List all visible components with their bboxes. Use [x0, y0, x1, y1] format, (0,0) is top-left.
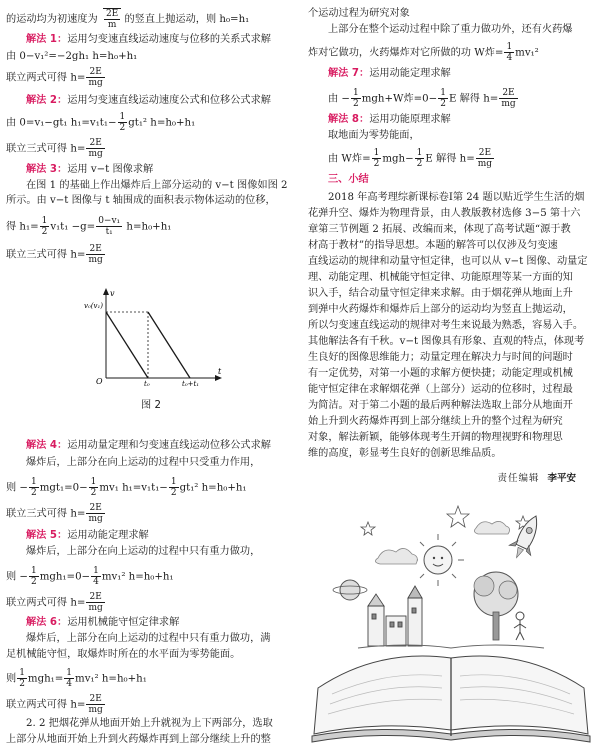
method-7-heading — [308, 68, 614, 80]
first-motion-line — [106, 312, 148, 378]
method-label: 解法 5： — [26, 530, 68, 541]
open-book — [312, 656, 590, 742]
equation-result — [6, 694, 296, 715]
fraction — [64, 668, 74, 689]
method-title: 运用 v−t 图像求解 — [67, 164, 154, 175]
tree-doodle — [474, 572, 518, 640]
text: 由 0=v₁−gt₁ h₁=v₁t₁− — [6, 117, 117, 129]
fraction — [438, 88, 448, 109]
method-title: 运用功能原理求解 — [369, 114, 451, 125]
fraction — [86, 592, 104, 613]
paragraph-line: 所示。由 v−t 图像与 t 轴围成的面积表示物体运动的位移， — [6, 195, 276, 206]
numerator: 0−v₁ — [98, 216, 121, 226]
method-3-heading — [6, 164, 316, 176]
denominator: mg — [88, 255, 103, 265]
method-title: 运用匀变速直线运动速度公式和位移公式求解 — [67, 95, 271, 106]
text: v₁t₁ −g= — [50, 221, 96, 233]
text: 由 W炸= — [328, 153, 371, 165]
equation — [6, 216, 296, 237]
label-v0: v₀(v₁) — [84, 302, 103, 310]
fraction — [40, 216, 50, 237]
fraction — [415, 148, 425, 169]
denominator: 2 — [119, 123, 126, 133]
text: 的运动均为初速度为 — [6, 14, 98, 25]
fraction — [29, 477, 39, 498]
text: 联立两式可得 h= — [6, 699, 86, 711]
fraction — [351, 88, 361, 109]
numerator: 1 — [30, 477, 37, 487]
denominator: 2 — [30, 488, 37, 498]
paragraph-line: 爆炸后，上部分在向上运动的过程中只受重力作用， — [26, 457, 261, 468]
equation — [308, 88, 614, 109]
numerator: 2E — [86, 67, 104, 78]
equation-result — [6, 503, 296, 524]
paragraph-line: 上部分从地面开始上升到火药爆炸再到上部分继续上升的整 — [6, 734, 271, 745]
equation — [6, 668, 296, 689]
text: 联立两式可得 h= — [6, 72, 86, 84]
numerator: 1 — [93, 566, 99, 576]
fraction — [91, 566, 101, 587]
text: 得 h₁= — [6, 221, 39, 233]
denominator: mg — [88, 603, 103, 613]
method-1-heading — [6, 34, 316, 46]
paragraph-line: 章第三节例题 2 拓展、改编而来，体现了高考试题“源于教 — [308, 224, 571, 235]
paragraph-line: 所以匀变速直线运动的规律对考生来说最为熟悉，容易入手。 — [308, 320, 584, 331]
method-label: 解法 1： — [26, 34, 68, 45]
equation — [308, 148, 614, 169]
fraction — [118, 112, 128, 133]
paragraph-line: 直线运动的规律和动量守恒定律，也可以从 v−t 图像、动量定 — [308, 256, 588, 267]
numerator: 1 — [30, 566, 37, 576]
method-5-heading — [6, 530, 316, 542]
v-axis-arrow — [103, 288, 109, 295]
paragraph-line: 维的高度，彰显考生良好的创新思维品质。 — [308, 448, 502, 459]
method-4-heading — [6, 440, 316, 452]
sqrt-num: 2E — [105, 9, 119, 19]
section-heading: 三、小结 — [328, 174, 369, 185]
numerator: 2E — [499, 88, 517, 99]
denominator: 2 — [416, 159, 423, 169]
numerator: 1 — [440, 88, 446, 98]
method-label: 解法 8： — [328, 114, 370, 125]
paragraph-line: 对象，解法新颖，能够体现考生开阔的物理视野和物理思 — [308, 432, 563, 443]
numerator: 2E — [86, 503, 104, 514]
paragraph-line: 到弹中火药爆炸和爆炸后上部分的运动均为竖直上抛运动， — [308, 304, 573, 315]
fraction — [29, 566, 39, 587]
text: mgh₁=0− — [39, 571, 91, 583]
equation: 由 0−v₁²=−2gh₁ h=h₀+h₁ — [6, 51, 138, 62]
denominator: 4 — [506, 53, 513, 63]
paragraph-line: 其他解法各有千秋。v−t 图像具有形象、直观的特点，体现考 — [308, 336, 585, 347]
denominator: 2 — [352, 99, 359, 109]
line-intro — [6, 8, 296, 30]
fraction — [476, 148, 494, 169]
paragraph-line: 花弹升空、爆炸为物理背景，由人教版教材选修 3−5 第十六 — [308, 208, 581, 219]
label-v: v — [110, 289, 115, 298]
numerator: 1 — [352, 88, 359, 98]
paragraph-line: 爆炸后，上部分在向上运动的过程中只有重力做功，满 — [26, 633, 271, 644]
numerator: 1 — [90, 477, 97, 487]
fraction — [86, 138, 104, 159]
editor-name: 李平安 — [547, 473, 576, 484]
numerator: 1 — [170, 477, 177, 487]
sun-face-eye — [433, 557, 435, 559]
denominator: 2 — [170, 488, 177, 498]
fraction — [86, 67, 104, 88]
method-label: 解法 4： — [26, 440, 68, 451]
paragraph-line: 生良好的图像思维能力；动量定理在解决力与时间的问题时 — [308, 352, 573, 363]
text: 则 — [6, 673, 17, 685]
text: mv₁² — [515, 47, 539, 59]
method-label: 解法 2： — [26, 95, 68, 106]
fraction — [372, 148, 382, 169]
fraction — [89, 477, 99, 498]
numerator: 1 — [19, 668, 25, 678]
text: 的竖直上抛运动，则 h₀=h₁ — [124, 14, 250, 25]
decorative-book-illustration — [308, 498, 594, 746]
numerator: 1 — [66, 668, 73, 678]
star-icon — [447, 506, 469, 527]
cloud-icon — [474, 521, 509, 534]
method-title: 运用机械能守恒定律求解 — [67, 617, 180, 628]
paragraph-line: 2018 年高考理综新课标卷Ⅰ第 24 题以贴近学生生活的烟 — [328, 192, 585, 203]
planet-icon — [340, 580, 360, 600]
denominator: mg — [88, 149, 103, 159]
numerator: 2E — [86, 694, 104, 705]
book-right-page — [451, 656, 588, 734]
denominator: mg — [88, 705, 103, 715]
kid-figure-doodle — [514, 612, 526, 640]
text: mgh₁= — [27, 673, 64, 685]
numerator: 1 — [373, 148, 380, 158]
second-motion-line — [148, 312, 190, 378]
equation — [308, 42, 594, 63]
method-title: 运用动量定理和匀变速直线运动位移公式求解 — [67, 440, 271, 451]
numerator: 1 — [506, 42, 513, 52]
fraction — [86, 244, 104, 265]
editor-label: 责任编辑 — [497, 473, 540, 484]
equation — [6, 477, 296, 498]
paragraph-line: 材高于教材”的指导思想。本题的解答可以仅涉及匀变速 — [308, 240, 558, 251]
text: mv₁² h=h₀+h₁ — [101, 571, 174, 583]
text: 联立三式可得 h= — [6, 249, 86, 261]
numerator: 1 — [119, 112, 126, 122]
method-8-heading — [308, 114, 614, 126]
sun-icon — [424, 546, 452, 574]
numerator: 1 — [416, 148, 423, 158]
denominator: 2 — [440, 99, 446, 109]
method-2-heading — [6, 95, 316, 107]
equation — [6, 566, 296, 587]
label-t: t — [218, 367, 222, 376]
equation — [6, 112, 296, 133]
text: mv₁² h=h₀+h₁ — [75, 673, 147, 685]
fraction — [96, 216, 122, 237]
label-t0t1: t₀+t₁ — [182, 380, 200, 388]
text: 则 − — [6, 571, 28, 583]
denominator: 4 — [93, 577, 99, 587]
label-o: O — [96, 377, 103, 386]
text: 则 − — [6, 482, 28, 494]
text: 炸对它做功，火药爆炸对它所做的功 W炸= — [308, 47, 504, 59]
method-label: 解法 3： — [26, 164, 68, 175]
numerator: 2E — [86, 592, 104, 603]
text: mgh− — [382, 153, 414, 165]
cloud-icon — [375, 548, 417, 564]
fraction — [499, 88, 517, 109]
text: 联立三式可得 h= — [6, 508, 86, 520]
fraction — [17, 668, 27, 689]
sqrt-expression — [103, 8, 121, 30]
denominator: 2 — [30, 577, 37, 587]
numerator: 2E — [476, 148, 494, 159]
ground-line — [358, 645, 544, 648]
numerator: 1 — [41, 216, 48, 226]
book-left-page — [314, 656, 451, 734]
numerator: 2E — [86, 244, 104, 255]
text: mgh+W炸=0− — [361, 93, 438, 105]
label-t0: t₀ — [144, 380, 150, 388]
paragraph-line: 在图 1 的基础上作出爆炸后上部分运动的 v−t 图像如图 2 — [26, 180, 288, 191]
equation-result — [6, 244, 296, 265]
paragraph-line: 识入手，结合动量守恒定律来求解。由于烟花弹从地面上升 — [308, 288, 573, 299]
sqrt-den: m — [107, 20, 117, 30]
paragraph-line: 2. 2 把烟花弹从地面开始上升就视为上下两部分，选取 — [26, 718, 273, 729]
method-title: 运用动能定理求解 — [369, 68, 451, 79]
text: 联立三式可得 h= — [6, 143, 86, 155]
denominator: 2 — [41, 227, 48, 237]
sun-face-eye — [441, 557, 443, 559]
paragraph-line: 有一定优势，对第一小题的求解方便快捷；动能定理或机械 — [308, 368, 573, 379]
equation-result — [6, 67, 296, 88]
text: gt₁² h=h₀+h₁ — [128, 117, 196, 129]
method-label: 解法 6： — [26, 617, 68, 628]
text: E 解得 h= — [425, 153, 475, 165]
fraction — [86, 694, 104, 715]
paragraph-line: 爆炸后，上部分在向上运动的过程中只有重力做功， — [26, 546, 261, 557]
denominator: mg — [88, 78, 103, 88]
text: E 解得 h= — [448, 93, 499, 105]
paragraph-line: 取地面为零势能面， — [328, 130, 420, 141]
equation-result — [6, 138, 296, 159]
rocket-icon — [506, 511, 547, 563]
figure-caption: 图 2 — [141, 400, 161, 411]
denominator: 4 — [66, 679, 73, 689]
star-icon — [361, 522, 375, 535]
denominator: 2 — [90, 488, 97, 498]
fraction — [169, 477, 179, 498]
paragraph-line: 能守恒定律在求解烟花弹（上部分）运动的位移时，过程最 — [308, 384, 573, 395]
denominator: t₁ — [105, 227, 113, 237]
text: gt₁² h=h₀+h₁ — [179, 482, 247, 494]
editor-credit — [308, 473, 594, 485]
denominator: 2 — [373, 159, 380, 169]
method-title: 运用匀变速直线运动速度与位移的关系式求解 — [67, 34, 271, 45]
paragraph-line: 理、动能定理、机械能守恒定律、功能原理等某一方面的知 — [308, 272, 573, 283]
method-label: 解法 7： — [328, 68, 370, 79]
text: 由 − — [328, 93, 350, 105]
fraction — [504, 42, 514, 63]
denominator: mg — [501, 99, 516, 109]
paragraph-line: 为简洁。对于第二小题的最后两种解法选取上部分从地面开 — [308, 400, 573, 411]
method-6-heading — [6, 617, 316, 629]
town-doodle — [368, 586, 422, 646]
method-title: 运用动能定理求解 — [67, 530, 149, 541]
figure-2-vt-graph — [86, 286, 226, 386]
text: mgt₁=0− — [39, 482, 88, 494]
text: h=h₀+h₁ — [123, 221, 172, 233]
paragraph-line: 上部分在整个运动过程中除了重力做功外，还有火药爆 — [328, 24, 573, 35]
paragraph-line: 始上升到火药爆炸再到上部分继续上升的整个过程为研究 — [308, 416, 563, 427]
denominator: mg — [477, 159, 493, 169]
equation-result — [6, 592, 296, 613]
numerator: 2E — [86, 138, 104, 149]
denominator: 2 — [19, 679, 25, 689]
fraction — [86, 503, 104, 524]
paragraph-line: 足机械能守恒，取爆炸时所在的水平面为零势能面。 — [6, 649, 241, 660]
paragraph-line: 个运动过程为研究对象 — [308, 8, 410, 19]
text: 联立两式可得 h= — [6, 597, 86, 609]
text: mv₁ h₁=v₁t₁− — [99, 482, 168, 494]
denominator: mg — [88, 514, 103, 524]
